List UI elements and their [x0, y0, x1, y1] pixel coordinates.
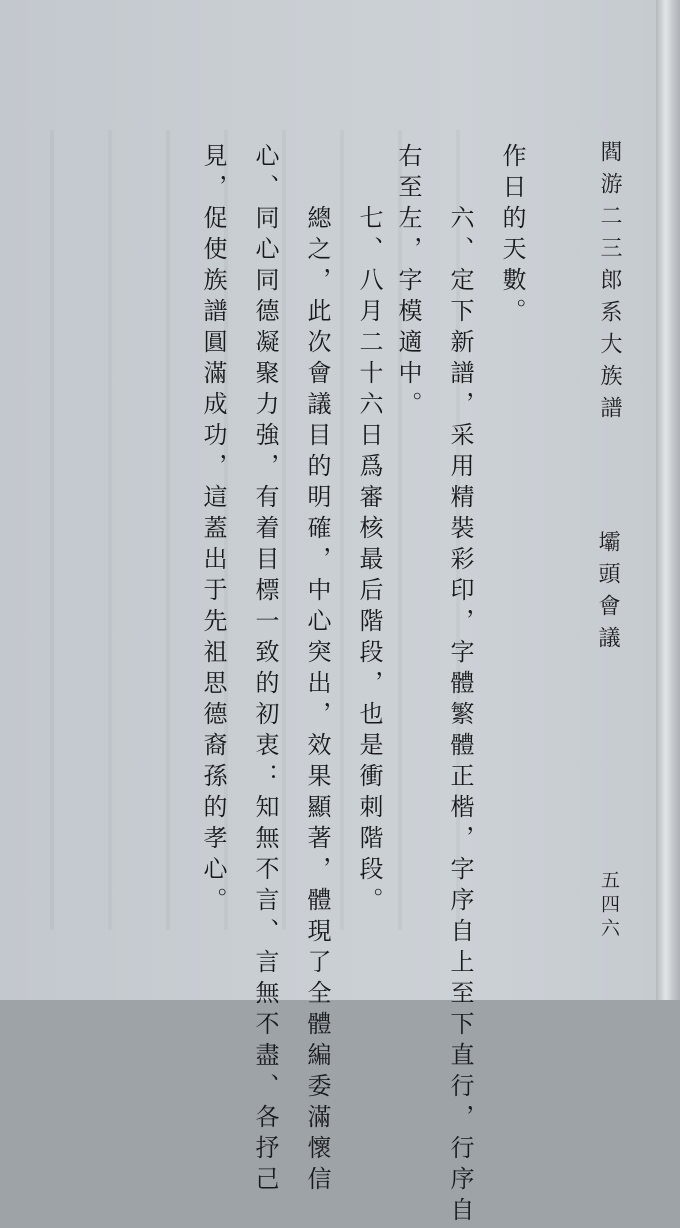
- page-stack-edge: [656, 0, 680, 1000]
- text-column-2: 六、定下新譜，采用精裝彩印，字體繁體正楷，字序自上至下直行，行序自: [446, 205, 474, 1228]
- text-column-7: 見，促使族譜圓滿成功，這蓋出于先祖思德裔孫的孝心。: [199, 143, 227, 918]
- text-column-5: 總之，此次會議目的明確，中心突出，效果顯著，體現了全體編委滿懷信: [303, 205, 331, 1197]
- text-column-3: 右至左，字模適中。: [394, 143, 422, 422]
- section-title: 壩頭會議: [595, 530, 620, 658]
- page-number: 五四六: [598, 870, 620, 942]
- text-column-6: 心、同心同德凝聚力強，有着目標一致的初衷：知無不言、言無不盡、各抒己: [251, 143, 279, 1197]
- running-title: 閻游二三郎系大族譜: [597, 140, 622, 428]
- text-column-4: 七、八月二十六日爲審核最后階段，也是衝刺階段。: [355, 205, 383, 918]
- text-column-1: 作日的天數。: [498, 143, 526, 329]
